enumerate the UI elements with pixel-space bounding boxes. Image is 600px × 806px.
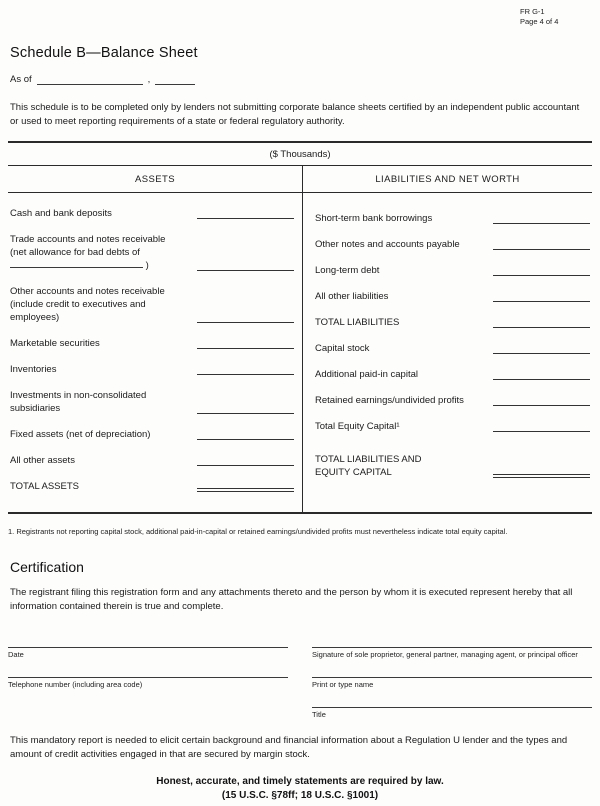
- signature-label: Signature of sole proprietor, general partner, managing agent, or principal officer: [312, 650, 578, 659]
- liability-row-label: TOTAL LIABILITIES: [315, 317, 400, 328]
- legal-line-2: (15 U.S.C. §78ff; 18 U.S.C. §1001): [221, 790, 379, 801]
- asset-row-label: Cash and bank deposits: [10, 208, 112, 219]
- asset-row: [10, 285, 294, 324]
- liability-amount-field[interactable]: [493, 318, 590, 328]
- asset-row: [10, 233, 294, 272]
- asset-row-label: TOTAL ASSETS: [10, 481, 79, 492]
- liability-row: [315, 420, 590, 433]
- as-of-row: [10, 74, 592, 85]
- asset-amount-field[interactable]: [197, 488, 294, 492]
- title-field[interactable]: [312, 707, 592, 708]
- signature-field-group: [312, 647, 592, 660]
- liability-row-label: Short-term bank borrowings: [315, 213, 433, 224]
- assets-header: ASSETS: [8, 166, 303, 192]
- certification-text: The registrant filing this registration form and any attachments thereto and the person by whom it is executed represent hereby that all information contained therein is true and complete.: [10, 587, 573, 612]
- mandatory-report-text: This mandatory report is needed to elicit certain background and financial information about a Regulation U lender and the types and amount of credit activities engaged in that are secured by margin stock.: [10, 735, 568, 760]
- assets-column: [8, 193, 303, 512]
- as-of-separator: ,: [147, 74, 151, 85]
- asset-row-label: All other assets: [10, 455, 75, 466]
- telephone-field[interactable]: [8, 677, 288, 678]
- asset-row-label: Other accounts and notes receivable (include credit to executives and employees): [10, 286, 165, 323]
- telephone-field-group: [8, 677, 288, 690]
- asset-amount-field[interactable]: [197, 456, 294, 466]
- asset-row: [10, 428, 294, 441]
- units-label: ($ Thousands): [8, 143, 592, 166]
- signature-left-column: [8, 647, 288, 720]
- liability-row-label: Capital stock: [315, 343, 370, 354]
- signature-field[interactable]: [312, 647, 592, 648]
- asset-row: [10, 389, 294, 415]
- footnote: 1. Registrants not reporting capital stock, additional paid-in-capital or retained earnings/undivided profits must nevertheless indicate total equity capital.: [8, 527, 508, 536]
- asset-row: [10, 337, 294, 350]
- asset-row-label: Trade accounts and notes receivable (net allowance for bad debts of ): [10, 234, 166, 271]
- asset-row-label: Inventories: [10, 364, 57, 375]
- print-name-field-group: [312, 677, 592, 690]
- liability-row-label: Retained earnings/undivided profits: [315, 395, 464, 406]
- liability-row: [315, 264, 590, 277]
- asset-row: [10, 207, 294, 220]
- form-code: FR G-1: [520, 7, 545, 16]
- as-of-label: As of: [10, 74, 32, 85]
- form-meta: [520, 7, 592, 26]
- liabilities-header: LIABILITIES AND NET WORTH: [375, 174, 520, 185]
- print-name-field[interactable]: [312, 677, 592, 678]
- liability-row: [315, 212, 590, 225]
- liability-amount-field[interactable]: [493, 292, 590, 302]
- liability-row: [315, 238, 590, 251]
- asset-row: [10, 454, 294, 467]
- liability-amount-field[interactable]: [493, 474, 590, 478]
- liability-amount-field[interactable]: [493, 396, 590, 406]
- table-body: [8, 193, 592, 512]
- liability-row: [315, 453, 590, 479]
- asset-amount-field[interactable]: [197, 365, 294, 375]
- asset-amount-field[interactable]: [197, 313, 294, 323]
- as-of-year-field[interactable]: [155, 76, 195, 85]
- date-field[interactable]: [8, 647, 288, 648]
- column-headers: [8, 166, 592, 193]
- asset-amount-field[interactable]: [197, 339, 294, 349]
- liability-amount-field[interactable]: [493, 344, 590, 354]
- title-field-group: [312, 707, 592, 720]
- liability-amount-field[interactable]: [493, 240, 590, 250]
- liability-row: [315, 290, 590, 303]
- balance-sheet-table: [8, 141, 592, 514]
- asset-amount-field[interactable]: [197, 261, 294, 271]
- liability-amount-field[interactable]: [493, 422, 590, 432]
- form-page: [0, 7, 600, 806]
- asset-amount-field[interactable]: [197, 209, 294, 219]
- liability-row: [315, 368, 590, 381]
- liability-row-label: Additional paid-in capital: [315, 369, 418, 380]
- liability-amount-field[interactable]: [493, 214, 590, 224]
- signature-block: [8, 647, 592, 720]
- liability-row-label: TOTAL LIABILITIES AND EQUITY CAPITAL: [315, 454, 422, 478]
- liability-amount-field[interactable]: [493, 370, 590, 380]
- as-of-date-field[interactable]: [37, 76, 143, 85]
- liabilities-column: [303, 193, 592, 512]
- title-label: Title: [312, 710, 326, 719]
- liability-row-label: All other liabilities: [315, 291, 389, 302]
- legal-line-1: Honest, accurate, and timely statements are required by law.: [156, 776, 444, 787]
- liability-amount-field[interactable]: [493, 266, 590, 276]
- asset-amount-field[interactable]: [197, 404, 294, 414]
- telephone-label: Telephone number (including area code): [8, 680, 143, 689]
- certification-heading: Certification: [10, 559, 84, 575]
- print-name-label: Print or type name: [312, 680, 374, 689]
- liability-row-label: Other notes and accounts payable: [315, 239, 460, 250]
- date-field-group: [8, 647, 288, 660]
- page-number: Page 4 of 4: [520, 16, 559, 26]
- instruction-text: This schedule is to be completed only by lenders not submitting corporate balance sheets certified by an independent public accountant or used to meet reporting requirements of a state or federal regulatory authority.: [10, 102, 580, 127]
- page-title: Schedule B—Balance Sheet: [10, 45, 198, 61]
- asset-amount-field[interactable]: [197, 430, 294, 440]
- signature-right-column: [312, 647, 592, 720]
- asset-row-label: Investments in non-consolidated subsidiaries: [10, 390, 147, 414]
- liability-row: [315, 316, 590, 329]
- asset-row-label: Fixed assets (net of depreciation): [10, 429, 151, 440]
- asset-row-label: Marketable securities: [10, 338, 100, 349]
- liability-row: [315, 342, 590, 355]
- bad-debts-allowance-field[interactable]: [10, 259, 143, 268]
- date-label: Date: [8, 650, 24, 659]
- liability-row: [315, 394, 590, 407]
- liability-row-label: Total Equity Capital¹: [315, 421, 400, 432]
- asset-row: [10, 480, 294, 493]
- asset-row: [10, 363, 294, 376]
- liability-row-label: Long-term debt: [315, 265, 380, 276]
